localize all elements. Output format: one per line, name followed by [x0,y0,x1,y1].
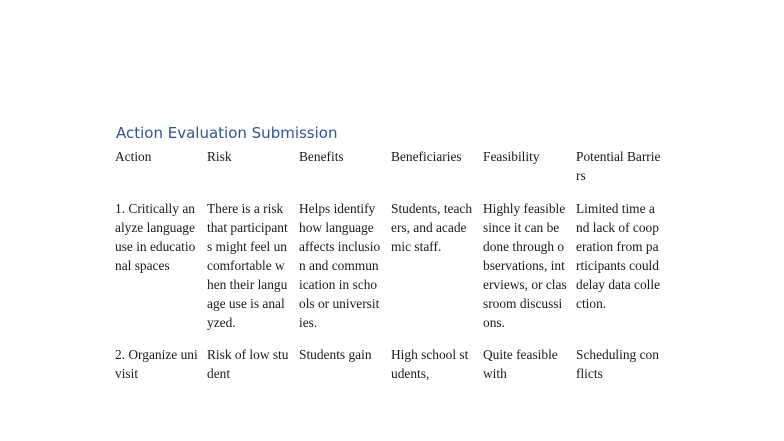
header-benefits: Benefits [299,149,344,164]
cell-potential-barriers: Scheduling conflicts [576,347,659,381]
cell-risk: There is a risk that participants might feel uncomfortable when their language use is analyzed. [207,201,288,330]
cell-action: 1. Critically analyze language use in educational spaces [115,201,196,273]
header-risk: Risk [207,149,232,164]
cell-beneficiaries: Students, teachers, and academic staff. [391,201,473,254]
header-beneficiaries: Beneficiaries [391,149,462,164]
header-potential-barriers: Potential Barriers [576,149,661,183]
cell-potential-barriers: Limited time and lack of cooperation from participants could delay data collection. [576,201,661,311]
header-action: Action [115,149,152,164]
document-title: Action Evaluation Submission [116,124,338,142]
cell-feasibility: Quite feasible with [483,347,558,381]
table-row [110,198,665,344]
action-evaluation-table [110,146,665,383]
cell-benefits: Students gain [299,347,372,362]
cell-risk: Risk of low student [207,347,289,381]
cell-feasibility: Highly feasible since it can be done through observations, interviews, or classroom discussions. [483,201,567,330]
header-feasibility: Feasibility [483,149,540,164]
cell-beneficiaries: High school students, [391,347,469,381]
cell-benefits: Helps identify how language affects inclusion and communication in schools or universities. [299,201,381,330]
cell-action: 2. Organize uni visit [115,347,198,381]
table-row [110,344,665,383]
table-header-row [110,146,665,198]
